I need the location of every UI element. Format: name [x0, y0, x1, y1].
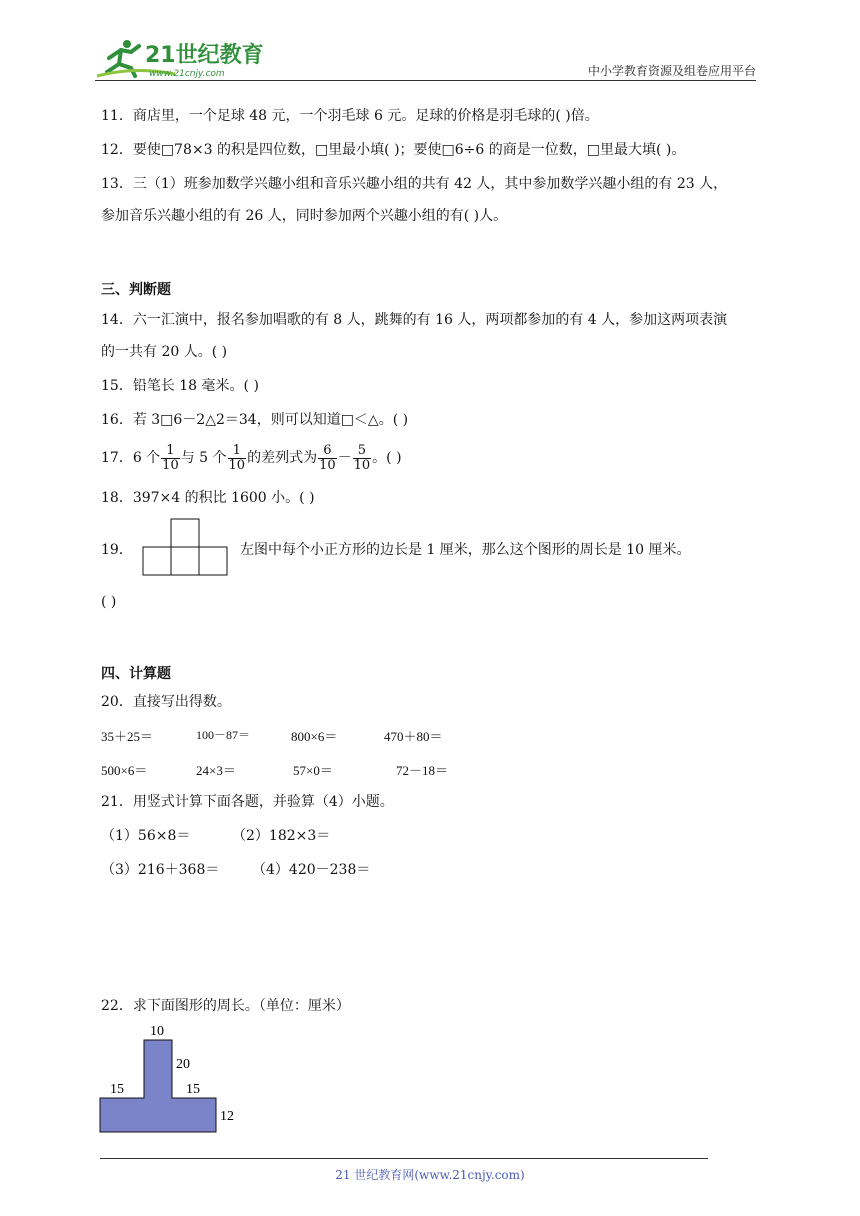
- question-19-answer: ( ): [101, 594, 117, 610]
- question-16: 16．若 3□6－2△2＝34，则可以知道□＜△。( ): [101, 412, 409, 428]
- calc-6: 24×3＝: [196, 763, 236, 778]
- fraction-6-10: $\frac{6}{10}$: [319, 442, 336, 473]
- svg-text:21世纪教育: 21世纪教育: [145, 43, 264, 68]
- q21-item-2: （2）182×3＝: [232, 828, 331, 844]
- question-13-line2: 参加音乐兴趣小组的有 26 人，同时参加两个兴趣小组的有( )人。: [101, 208, 508, 224]
- fraction-1-10: $\frac{1}{10}$: [162, 442, 179, 473]
- header-divider: [95, 80, 756, 81]
- question-17: 17．6 个 $\frac{1}{10}$ 与 5 个 $\frac{1}{10}$ 的差列式为 $\frac{6}{10}$ － $\frac{5}{10}$ 。( ): [101, 442, 402, 473]
- fraction-1-10-b: $\frac{1}{10}$: [228, 442, 246, 473]
- svg-text:www.21cnjy.com: www.21cnjy.com: [149, 69, 225, 79]
- question-20: 20．直接写出得数。: [101, 694, 231, 710]
- platform-name: 中小学教育资源及组卷应用平台: [587, 64, 756, 78]
- calc-2: 100－87＝: [196, 728, 251, 742]
- question-13-line1: 13．三（1）班参加数学兴趣小组和音乐兴趣小组的共有 42 人，其中参加数学兴趣小组的有 23 人，: [101, 176, 728, 192]
- question-18: 18．397×4 的积比 1600 小。( ): [101, 490, 315, 506]
- calc-4: 470＋80＝: [384, 729, 443, 744]
- question-12: 12．要使□78×3 的积是四位数，□里最小填( )；要使□6÷6 的商是一位数，□里最大填( )。: [101, 142, 686, 158]
- square-figure: [142, 518, 230, 578]
- site-logo: [95, 36, 295, 80]
- question-15: 15．铅笔长 18 毫米。( ): [101, 378, 259, 394]
- calc-8: 72－18＝: [396, 763, 449, 778]
- t-shape-figure: [96, 1018, 246, 1140]
- calc-1: 35＋25＝: [101, 729, 154, 744]
- footer-text: 21 世纪教育网(www.21cnjy.com): [335, 1168, 525, 1182]
- question-19-text: 左图中每个小正方形的边长是 1 厘米，那么这个图形的周长是 10 厘米。: [240, 542, 691, 558]
- q21-item-3: （3）216＋368＝: [101, 862, 220, 878]
- section-title-judge: 三、判断题: [101, 282, 171, 298]
- label-right-20: 20: [176, 1057, 190, 1072]
- calc-3: 800×6＝: [291, 729, 338, 744]
- calc-5: 500×6＝: [101, 763, 148, 778]
- question-14-line2: 的一共有 20 人。( ): [101, 344, 228, 360]
- question-19-number: 19．: [101, 542, 133, 558]
- label-top-10: 10: [150, 1024, 164, 1039]
- label-side-12: 12: [220, 1109, 234, 1124]
- section-title-compute: 四、计算题: [101, 666, 171, 682]
- label-left-15: 15: [110, 1082, 124, 1097]
- fraction-5-10: $\frac{5}{10}$: [353, 442, 371, 473]
- q21-item-4: （4）420－238＝: [252, 862, 371, 878]
- question-22: 22．求下面图形的周长。（单位：厘米）: [101, 998, 350, 1014]
- footer-divider: [100, 1158, 708, 1159]
- question-21: 21．用竖式计算下面各题，并验算（4）小题。: [101, 794, 394, 810]
- question-14-line1: 14．六一汇演中，报名参加唱歌的有 8 人，跳舞的有 16 人，两项都参加的有 4 人，参加这两项表演: [101, 312, 728, 328]
- label-right-15: 15: [186, 1082, 200, 1097]
- question-11: 11．商店里，一个足球 48 元，一个羽毛球 6 元。足球的价格是羽毛球的( )倍。: [101, 108, 599, 124]
- calc-7: 57×0＝: [293, 763, 333, 778]
- q21-item-1: （1）56×8＝: [101, 828, 191, 844]
